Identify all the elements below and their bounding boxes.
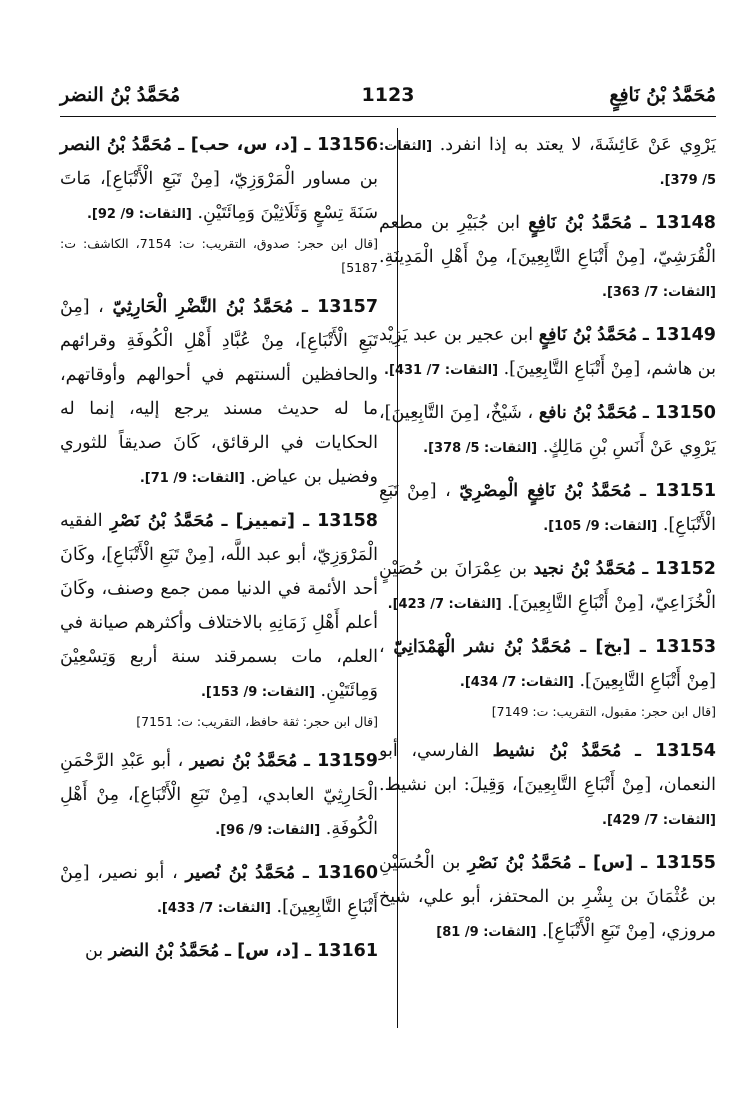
source-citation: [الثقات: 7/ 363]. [602,285,716,300]
entry-number: 13148 ـ [640,213,716,233]
footnote: [قال ابن حجر: ثقة حافظ، التقريب: ت: 7151] [136,714,378,729]
biography-entry [379,734,716,836]
source-citation: [الثقات: 7/ 423]. [387,597,502,612]
footnote: [قال ابن حجر: مقبول، التقريب: ت: 7149] [491,704,716,719]
page-number: 1123 [361,84,415,106]
entry-text: ، [مِنْ تَبَعِ الْأَتْبَاعِ]. [379,481,716,535]
biography-entry [379,552,716,620]
entry-name: مُحَمَّدُ بْنُ نشيط [492,741,622,761]
entry-name: مُحَمَّدُ بْنُ النضر [108,941,220,961]
entry-number: 13154 ـ [634,741,716,761]
entry-text: ، أبو نصير، [مِنْ أَتْبَاعِ التَّابِعِينَ]. [60,863,378,917]
entry-name: مُحَمَّدُ بْنُ النَّضْرِ الْحَارِثِيّ [112,297,294,317]
biography-entry [60,290,378,494]
entry-text: الفارسي، أبو النعمان، [مِنْ أَتْبَاعِ التَّابِعِينَ]، وَقِيلَ: ابن نشيط. [379,741,716,795]
biography-entry [379,630,716,724]
source-citation: [الثقات: 9/ 92]. [86,207,192,222]
source-citation: [الثقات: 9/ 105]. [543,519,658,534]
entry-number: 13159 ـ [303,751,378,771]
entry-text: بن عِمْرَانَ بن حُصَيْنٍ الْخُزَاعِيّ، [مِنْ أَتْبَاعِ التَّابِعِينَ]. [379,559,716,613]
biography-entry [379,206,716,308]
entry-text: ، أبو عَبْدِ الرَّحْمَنِ الْحَارِثِيّ العابدي، [مِنْ تَبَعِ الْأَتْبَاعِ]، مِنْ أَهْلِ الْكُوفَةِ. [60,751,378,839]
entry-name: مُحَمَّدُ بْنُ نَصْرِ [467,853,572,873]
entry-number: 13153 ـ [بخ] ـ [580,637,716,657]
entry-number: 13150 ـ [642,403,716,423]
entry-text: ابن جُبَيْرِ بن مطعم الْقُرَشِيّ، [مِنْ أَتْبَاعِ التَّابِعِينَ]، مِنْ أَهْلِ الْمَدِينَةِ. [379,213,716,267]
entry-number: 13149 ـ [642,325,716,345]
source-citation: [الثقات: 7/ 434]. [459,675,574,690]
entry-name: مُحَمَّدُ بْنُ نَافِعٍ الْمِصْرِيّ [459,481,632,501]
footnote: [قال ابن حجر: صدوق، التقريب: ت: 7154، الكاشف: ت: 5187] [60,236,378,275]
biography-entry [379,128,716,196]
entry-name: مُحَمَّدُ بْنُ نجيد [533,559,636,579]
biography-entry [60,504,378,734]
source-citation: [الثقات: 9/ 96]. [215,823,321,838]
biography-entry [60,744,378,846]
entry-number: 13160 ـ [302,863,378,883]
entry-text: الفقيه الْمَرْوَزِيّ، أبو عبد اللَّه، [مِنْ تَبَعِ الْأَتْبَاعِ]، وكَانَ أحد الأئمة في الدنيا ممن جمع وصنف، وكَانَ أعلم أَهْلِ زَمَانِهِ بالاختلاف وأكثرهم صيانة في العلم، مات بسمرقند سنة أربع وَتِسْعِيْنَ وَمِائَتَيْنِ. [60,511,378,701]
source-citation: [الثقات: 9/ 81] [436,925,537,940]
entry-number: 13158 ـ [تمييز] ـ [221,511,378,531]
source-citation: [الثقات: 5/ 378]. [423,441,538,456]
entry-text: بن مساور الْمَرْوَزِيّ، [مِنْ تَبَعِ الْأَتْبَاعِ]، مَاتَ سَنَةَ تِسْعٍ وَثَلَاثِيْنَ وَمِائَتَيْنِ. [60,169,378,223]
right-column [379,128,716,958]
biography-entry [60,934,378,968]
entry-name: مُحَمَّدُ بْنُ نصير [189,751,298,771]
entry-number: 13161 ـ [د، س] ـ [225,941,378,961]
entry-number: 13152 ـ [642,559,716,579]
entry-name: مُحَمَّدُ بْنُ نشر الْهَمْدَانِيّ [393,637,572,657]
entry-text: ، شَيْخٌ، [مِنَ التَّابِعِينَ]، يَرْوِي عَنْ أَنَسِ بْنِ مَالِكٍ. [379,403,716,457]
source-citation: [الثقات: 7/ 433]. [156,901,271,916]
biography-entry [379,846,716,948]
left-column [60,128,378,978]
entry-name: مُحَمَّدُ بْنُ النصر [60,135,172,155]
running-head-right: مُحَمَّدُ بْنُ نَافِعٍ [609,84,716,106]
header-rule [60,116,716,117]
source-citation: [الثقات: 7/ 429]. [602,813,716,828]
entry-name: مُحَمَّدُ بْنُ نَافِعٍ [538,325,638,345]
entry-text: ابن عجير بن عبد يَزِيْد بن هاشم، [مِنْ أَتْبَاعِ التَّابِعِينَ]. [379,325,716,379]
entry-name: مُحَمَّدُ بْنُ نَصْرِ [110,511,215,531]
entry-name: مُحَمَّدُ بْنُ نافع [538,403,638,423]
entry-number: 13156 ـ [د، س، حب] ـ [178,135,378,155]
source-citation: [الثقات: 9/ 153]. [200,685,315,700]
entry-number: 13155 ـ [س] ـ [579,853,716,873]
page-header [60,80,716,116]
source-citation: [الثقات: 5/ 379]. [379,139,716,188]
entry-text: بن الْحُسَيْنِ بن عُثْمَانَ بن بِشْرِ بن المحتفز، أبو علي، شيخ مروزي، [مِنْ تَبَعِ الْأَتْبَاعِ]. [379,853,716,941]
entry-number: 13151 ـ [640,481,716,501]
biography-entry [379,318,716,386]
entry-text: يَرْوِي عَنْ عَائِشَةَ، لا يعتد به إذا انفرد. [439,135,716,155]
biography-entry [60,128,378,280]
entry-name: مُحَمَّدُ بْنُ نَافِعٍ [528,213,632,233]
running-head-left: مُحَمَّدُ بْنُ النضر [60,84,181,106]
biography-entry [379,396,716,464]
entry-number: 13157 ـ [301,297,378,317]
entry-text: ، [مِنْ تَبَعِ الْأَتْبَاعِ]، مِنْ عُبَّادِ أَهْلِ الْكُوفَةِ وقرائهم والحافظين ألسنتهم في أحوالهم وأوقاتهم، ما له حديث مسند يرجع إليه، إنما له الحكايات في الرقائق، كَانَ صديقاً للثوري وفضيل بن عياض. [60,297,378,487]
biography-entry [379,474,716,542]
entry-name: مُحَمَّدُ بْنُ نُصير [185,863,296,883]
entry-text: بن [84,941,104,961]
entry-text: ، [مِنْ أَتْبَاعِ التَّابِعِينَ]. [379,637,716,691]
biography-entry [60,856,378,924]
source-citation: [الثقات: 9/ 71]. [139,471,245,486]
source-citation: [الثقات: 7/ 431]. [384,363,499,378]
